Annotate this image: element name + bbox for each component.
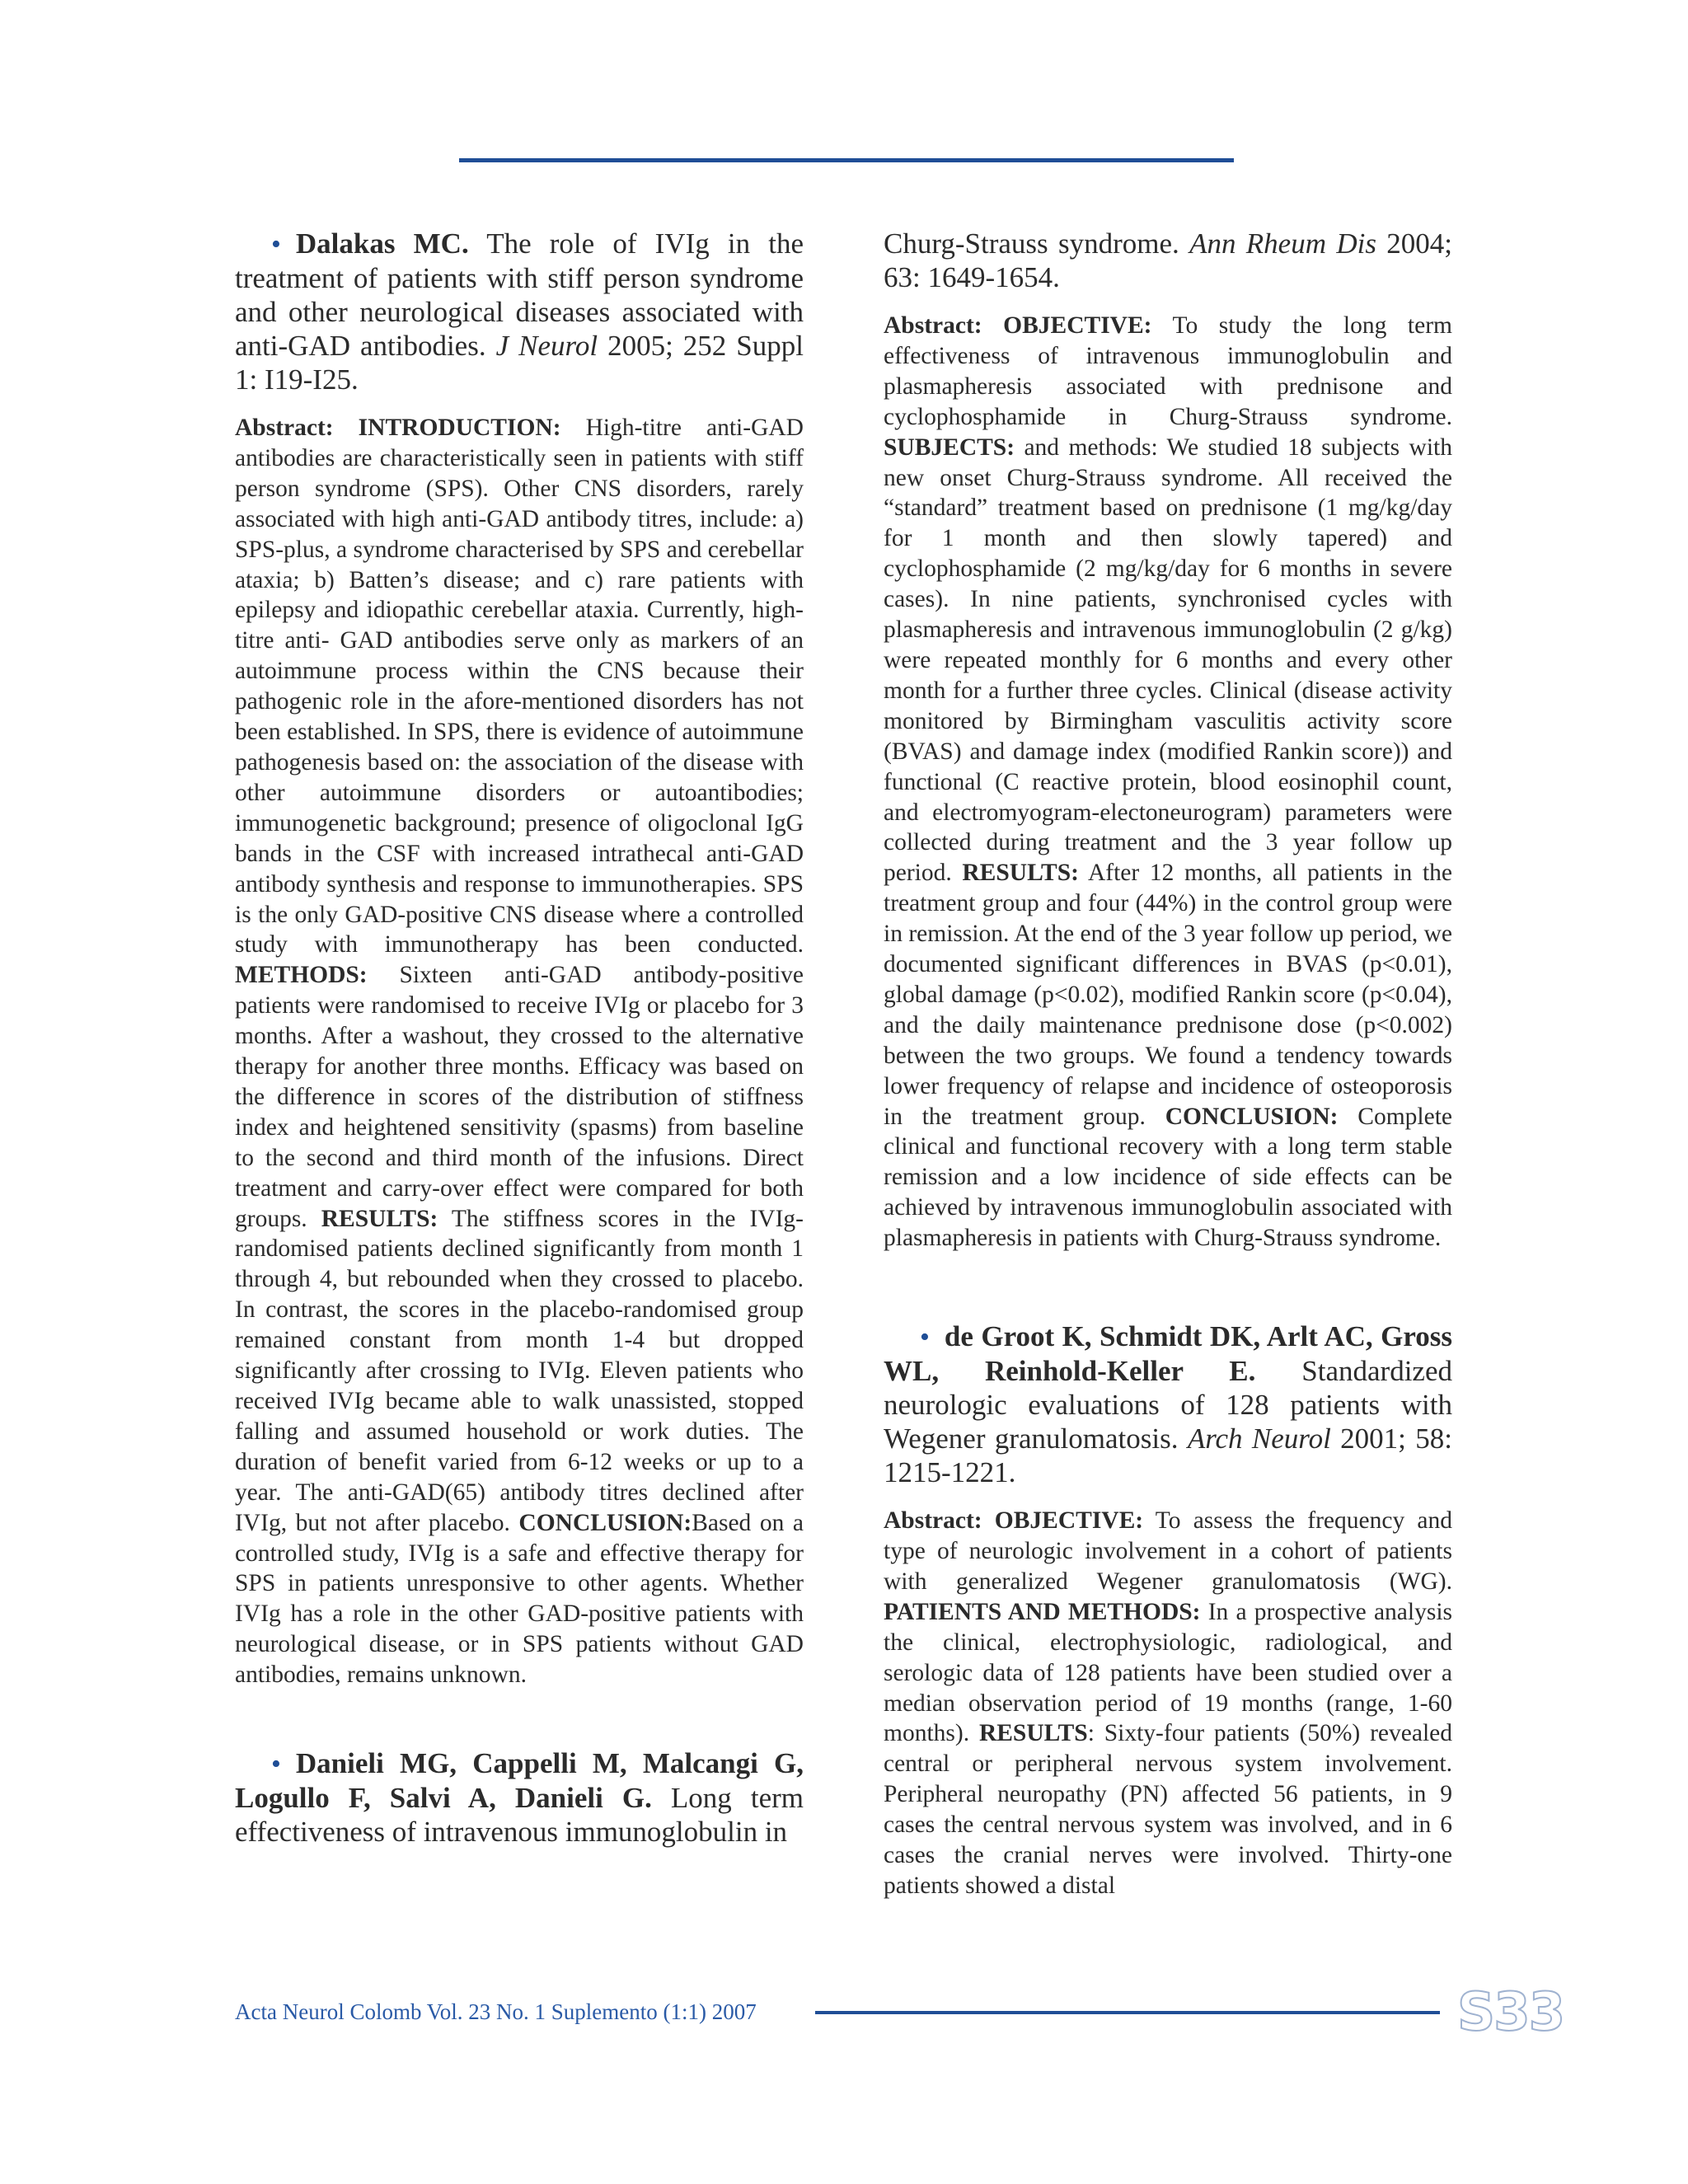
citation-ref: 2004; 63: 1649-1654. [884, 227, 1452, 293]
abstract-heading: RESULTS: [962, 860, 1079, 887]
abstract-degroot [884, 1506, 1452, 1901]
abstract-heading: SUBJECTS: [884, 434, 1015, 461]
citation-degroot [884, 1319, 1452, 1489]
abstract-heading: CONCLUSION: [1165, 1103, 1339, 1130]
abstract-text: and methods: We studied 18 subjects with new onset Churg-Strauss syndrome. All received the “standard” treatment based on prednisone (1 mg/kg/day for 1 month and then slowly tapered) and cyclophosphamide (2 mg/kg/day for 6 months in severe cases). In nine patients, synchronised cycles with plasmapheresis and intravenous immunoglobulin (2 g/kg) were repeated monthly for 6 months and every other month for a further three cycles. Clinical (disease activity monitored by Birmingham vasculitis activity score (BVAS) and damage index (modified Rankin score)) and functional (C reactive protein, blood eosinophil count, and electromyogram-electoneurogram) parameters were collected during treatment and the 3 year follow up period. [884, 434, 1452, 887]
citation-journal: Arch Neurol [1187, 1422, 1331, 1455]
abstract-text: : Sixty-four patients (50%) revealed central or peripheral nervous system involvement. Peripheral neuropathy (PN) affected 56 patients, in 9 cases the central nervous system was involved, and in 6 cases the cranial nerves were involved. Thirty-one patients showed a distal [884, 1720, 1452, 1899]
citation-authors: Dalakas MC. [295, 227, 469, 260]
citation-ref: 2001; 58: 1215-1221. [884, 1422, 1452, 1489]
abstract-danieli [884, 311, 1452, 1254]
bullet-icon: • [271, 229, 281, 260]
abstract-heading: RESULTS [978, 1720, 1088, 1747]
abstract-text: High-titre anti-GAD antibodies are characteristically seen in patients with stiff person syndrome (SPS). Other CNS disorders, rarely associated with high anti-GAD antibody titres, include: a) SPS-plus, a syndrome characterised by SPS and cerebellar ataxia; b) Batten’s disease; and c) rare patients with epilepsy and idiopathic cerebellar ataxia. Currently, high-titre anti- GAD antibodies serve only as markers of an autoimmune process within the CNS because their pathogenic role in the afore-mentioned disorders has not been established. In SPS, there is evidence of autoimmune pathogenesis based on: the association of the disease with other autoimmune disorders or autoantibodies; immunogenetic background; presence of oligoclonal IgG bands in the CSF with increased intrathecal anti-GAD antibody synthesis and response to immunotherapies. SPS is the only GAD-positive CNS disease where a controlled study with immunotherapy has been conducted. [235, 415, 804, 958]
citation-authors: de Groot K, Schmidt DK, Arlt AC, Gross WL, Reinhold-Keller E. [884, 1320, 1452, 1388]
citation-ref: 2005; 252 Suppl 1: I19-I25. [235, 330, 804, 396]
bullet-icon: • [271, 1749, 281, 1780]
abstract-heading: METHODS: [235, 962, 368, 989]
abstract-text: In a prospective analysis the clinical, electrophysiologic, radiological, and serologic data of 128 patients have been studied over a median observation period of 19 months (range, 1-60 months). [884, 1598, 1452, 1747]
abstract-text: The stiffness scores in the IVIg-randomised patients declined significantly from month 1 through 4, but rebounded when they crossed to placebo. In contrast, the scores in the placebo-randomised group remained constant from month 1-4 but dropped significantly after crossing to IVIg. Eleven patients who received IVIg became able to walk unassisted, stopped falling and assumed household or work duties. The duration of benefit varied from 6-12 weeks or up to a year. The anti-GAD(65) antibody titres declined after IVIg, but not after placebo. [235, 1205, 804, 1536]
abstract-text: To assess the frequency and type of neurologic involvement in a cohort of patients with generalized Wegener granulomatosis (WG). [884, 1507, 1452, 1595]
spacer [235, 1690, 804, 1746]
spacer [884, 1254, 1452, 1319]
top-rule [459, 158, 1234, 162]
citation-title: Standardized neurologic evaluations of 128 patients with Wegener granulomatosis. [884, 1355, 1452, 1455]
citation-dalakas [235, 227, 804, 396]
citation-danieli [235, 1746, 804, 1849]
abstract-text: After 12 months, all patients in the treatment group and four (44%) in the control group were in remission. At the end of the 3 year follow up period, we documented significant differences in BVAS (p<0.01), global damage (p<0.02), modified Rankin score (p<0.04), and the daily maintenance prednisone dose (p<0.002) between the two groups. We found a tendency towards lower frequency of relapse and incidence of osteoporosis in the treatment group. [884, 860, 1452, 1130]
abstract-text: To study the long term effectiveness of intravenous immunoglobulin and plasmapheresis associated with prednisone and cyclophosphamide in Churg-Strauss syndrome. [884, 312, 1452, 430]
abstract-heading: CONCLUSION: [518, 1509, 692, 1536]
abstract-text: Sixteen anti-GAD antibody-positive patients were randomised to receive IVIg or placebo for 3 months. After a washout, they crossed to the alternative therapy for another three months. Efficacy was based on the difference in scores of the distribution of stiffness index and heightened sensitivity (spasms) from baseline to the second and third month of the infusions. Direct treatment and carry-over effect were compared for both groups. [235, 962, 804, 1232]
page-number: S33 [1457, 1982, 1564, 2043]
abstract-heading: PATIENTS AND METHODS: [884, 1598, 1201, 1625]
abstract-heading: Abstract: OBJECTIVE: [884, 1507, 1144, 1535]
right-column [884, 227, 1452, 1901]
footer-journal-line: Acta Neurol Colomb Vol. 23 No. 1 Suplemento (1:1) 2007 [235, 1999, 757, 2024]
bullet-icon: • [920, 1322, 930, 1353]
citation-title: The role of IVIg in the treatment of patients with stiff person syndrome and other neurological diseases associated with anti-GAD antibodies. [235, 227, 804, 362]
left-column [235, 227, 804, 1849]
citation-authors: Danieli MG, Cappelli M, Malcangi G, Logullo F, Salvi A, Danieli G. [235, 1747, 804, 1815]
citation-title: Long term effectiveness of intravenous immunoglobulin in [235, 1782, 804, 1849]
abstract-heading: RESULTS: [321, 1205, 438, 1232]
abstract-dalakas [235, 413, 804, 1690]
citation-danieli-continued [884, 227, 1452, 294]
citation-journal: J Neurol [495, 330, 598, 362]
abstract-text: Based on a controlled study, IVIg is a safe and effective therapy for SPS in patients unresponsive to other agents. Whether IVIg has a role in the other GAD-positive patients with neurological disease, or in SPS patients without GAD antibodies, remains unknown. [235, 1509, 804, 1689]
abstract-heading: Abstract: INTRODUCTION: [235, 415, 561, 441]
citation-journal: Ann Rheum Dis [1189, 227, 1376, 260]
citation-title: Churg-Strauss syndrome. [884, 227, 1190, 260]
footer-rule [815, 2011, 1440, 2014]
abstract-heading: Abstract: OBJECTIVE: [884, 312, 1152, 339]
abstract-text: Complete clinical and functional recovery with a long term stable remission and a low incidence of side effects can be achieved by intravenous immunoglobulin associated with plasmapheresis in patients with Churg-Strauss syndrome. [884, 1103, 1452, 1252]
